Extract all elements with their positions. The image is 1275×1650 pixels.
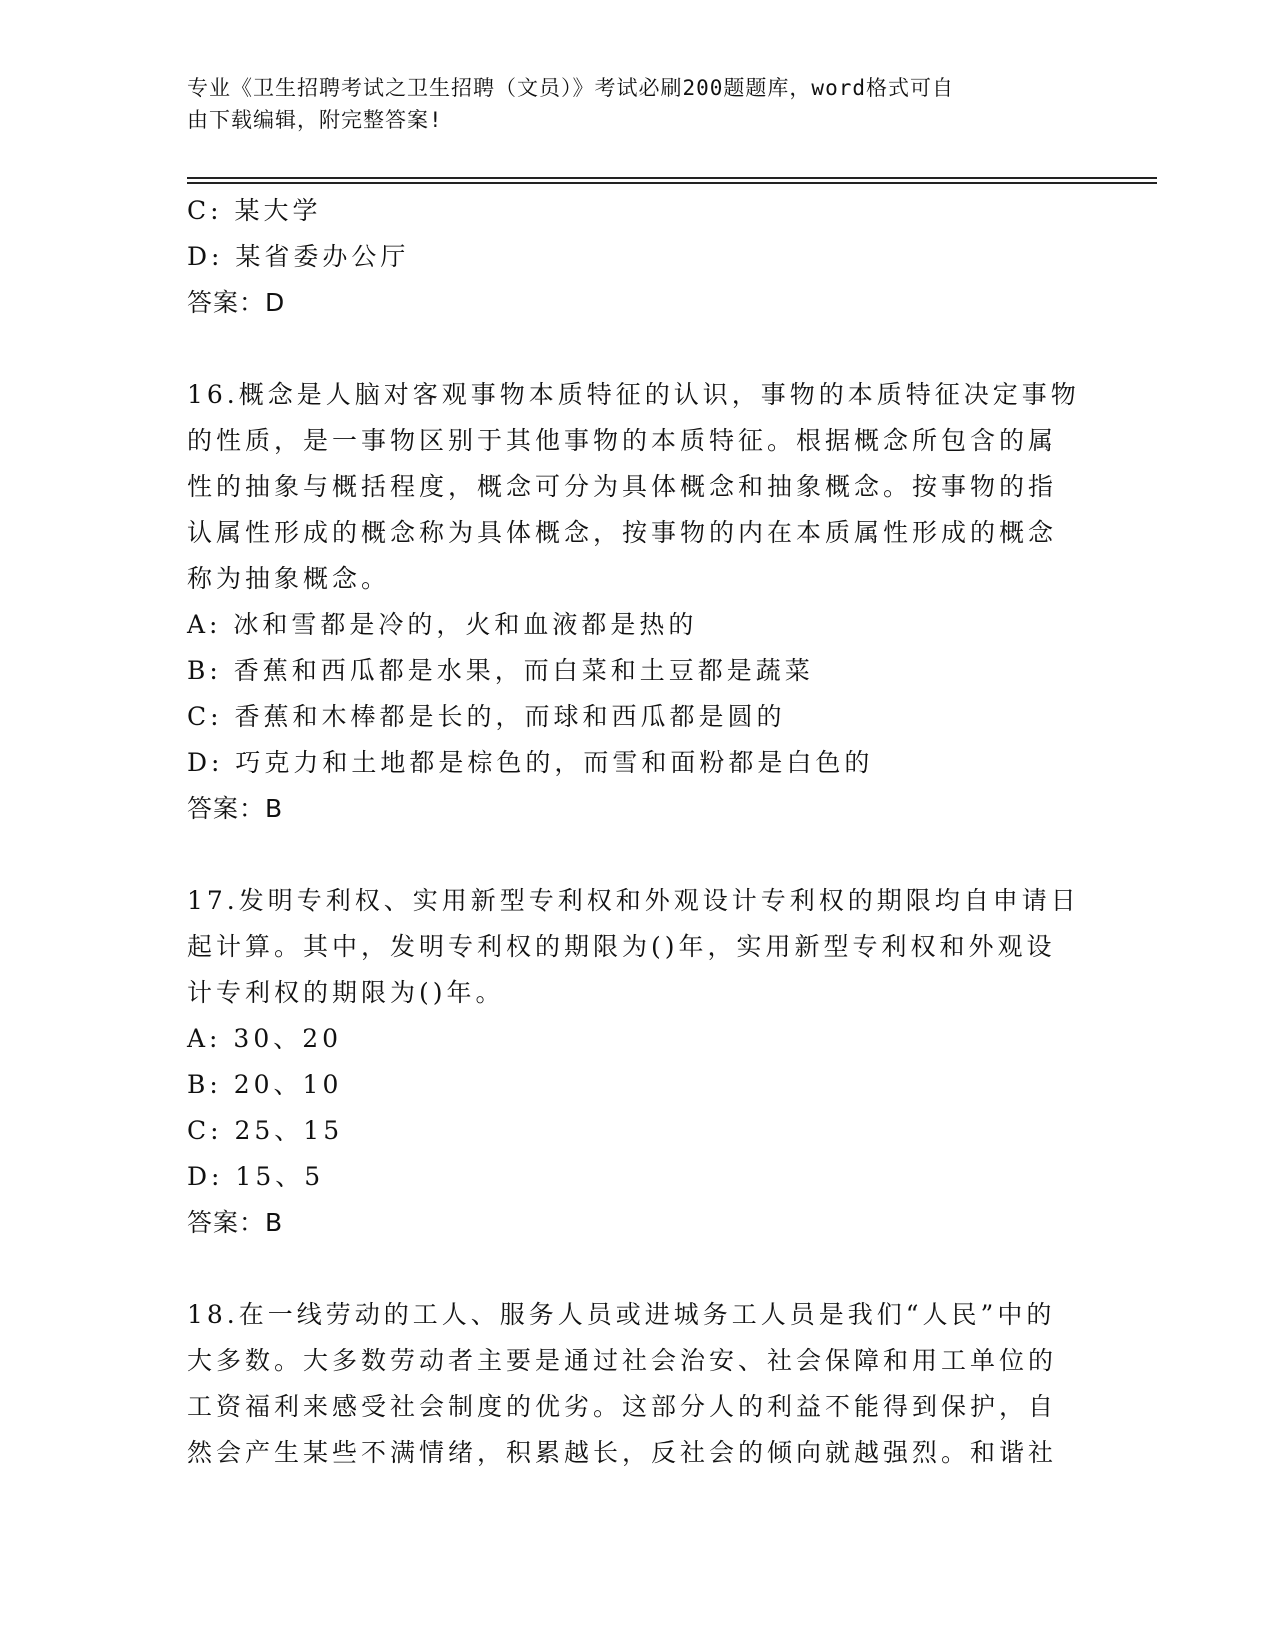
header-line-1: 专业《卫生招聘考试之卫生招聘（文员）》考试必刷200题题库，word格式可自 xyxy=(187,76,954,100)
question-17-option-d: D: 15、5 xyxy=(187,1162,325,1191)
document-header xyxy=(187,72,1067,136)
question-16-line: 的性质，是一事物区别于其他事物的本质特征。根据概念所包含的属 xyxy=(187,426,1058,455)
question-18-line: 工资福利来感受社会制度的优劣。这部分人的利益不能得到保护，自 xyxy=(187,1392,1058,1421)
spacer xyxy=(187,832,1087,878)
question-16-line: 称为抽象概念。 xyxy=(187,564,391,593)
question-16-option-c: C: 香蕉和木棒都是长的，而球和西瓜都是圆的 xyxy=(187,702,786,731)
question-18-line: 18.在一线劳动的工人、服务人员或进城务工人员是我们“人民”中的 xyxy=(187,1300,1056,1329)
question-16-stem xyxy=(187,372,1087,602)
question-17-option-c: C: 25、15 xyxy=(187,1116,344,1145)
question-18-line: 大多数。大多数劳动者主要是通过社会治安、社会保障和用工单位的 xyxy=(187,1346,1058,1375)
question-17-stem xyxy=(187,878,1087,1016)
question-17-answer: 答案：B xyxy=(187,1208,284,1237)
question-16-line: 认属性形成的概念称为具体概念，按事物的内在本质属性形成的概念 xyxy=(187,518,1058,547)
question-16-line: 16.概念是人脑对客观事物本质特征的认识，事物的本质特征决定事物 xyxy=(187,380,1080,409)
spacer xyxy=(187,1246,1087,1292)
question-16-answer: 答案：B xyxy=(187,794,284,823)
header-line-2: 由下载编辑，附完整答案! xyxy=(187,108,443,132)
question-17-line: 起计算。其中，发明专利权的期限为()年，实用新型专利权和外观设 xyxy=(187,932,1056,961)
question-17-option-b: B: 20、10 xyxy=(187,1070,343,1099)
spacer xyxy=(187,326,1087,372)
header-divider-top xyxy=(187,177,1157,179)
document-body xyxy=(187,188,1087,1476)
header-divider-bottom xyxy=(187,182,1157,184)
question-16-option-d: D: 巧克力和土地都是棕色的，而雪和面粉都是白色的 xyxy=(187,748,874,777)
prev-option-c: C: 某大学 xyxy=(187,196,322,225)
question-16-option-b: B: 香蕉和西瓜都是水果，而白菜和土豆都是蔬菜 xyxy=(187,656,814,685)
question-17-option-a: A: 30、20 xyxy=(187,1024,343,1053)
question-18-line: 然会产生某些不满情绪，积累越长，反社会的倾向就越强烈。和谐社 xyxy=(187,1438,1058,1467)
prev-option-d: D: 某省委办公厅 xyxy=(187,242,410,271)
question-17-line: 17.发明专利权、实用新型专利权和外观设计专利权的期限均自申请日 xyxy=(187,886,1080,915)
question-16-line: 性的抽象与概括程度，概念可分为具体概念和抽象概念。按事物的指 xyxy=(187,472,1058,501)
question-16-option-a: A: 冰和雪都是冷的，火和血液都是热的 xyxy=(187,610,698,639)
question-17-line: 计专利权的期限为()年。 xyxy=(187,978,505,1007)
question-18-stem xyxy=(187,1292,1087,1476)
prev-answer: 答案：D xyxy=(187,288,286,317)
